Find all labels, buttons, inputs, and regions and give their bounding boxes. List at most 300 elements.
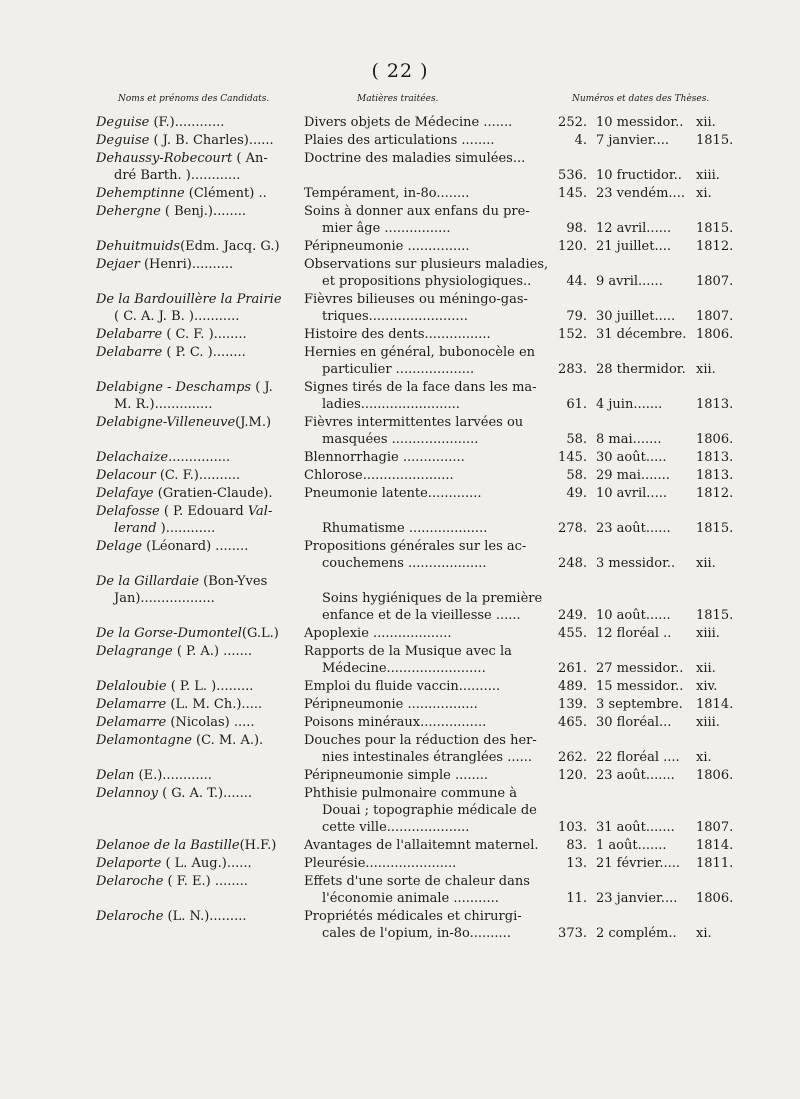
thesis-subject-line: Chlorose...................... [304,468,454,483]
table-row [0,503,800,538]
thesis-date: 10 fructidor.. [596,168,682,183]
candidate-surname: Deguise [96,115,150,130]
thesis-date: 30 floréal... [596,715,672,730]
candidate-given-names: ( F. E.) ........ [163,874,248,889]
thesis-year: 1813. [696,397,734,412]
candidate-name [96,114,296,131]
thesis-subject [304,203,550,237]
thesis-number: 465. [558,715,587,730]
thesis-subject-line: cette ville.................... [322,820,470,835]
candidate-given-names: (Léonard) ........ [142,539,249,554]
candidate-surname: Dehuitmuids [96,239,181,254]
candidate-name-line [96,167,296,184]
candidate-name-line [96,203,296,220]
thesis-date: 28 thermidor. [596,362,686,377]
thesis-number: 58. [566,432,587,447]
thesis-subject-line: Hernies en général, bubonocèle en [304,345,536,360]
thesis-number: 283. [558,362,587,377]
thesis-subject-line: couchemens ................... [322,556,487,571]
thesis-number: 61. [566,397,587,412]
table-row [0,238,800,256]
table-row [0,767,800,785]
thesis-subject [304,678,550,695]
thesis-number: 103. [558,820,587,835]
thesis-subject-line: Douai ; topographie médicale de [322,803,537,818]
table-row [0,203,800,238]
candidate-given-names: ( P. A.) ....... [172,644,253,659]
table-row [0,643,800,678]
candidate-name-line [96,908,296,925]
candidate-name-line [96,238,296,255]
table-row [0,625,800,643]
thesis-date: 22 floréal .... [596,750,680,765]
table-row [0,414,800,449]
candidate-name [96,503,296,537]
thesis-number: 49. [566,486,587,501]
thesis-number: 98. [566,221,587,236]
candidate-name-line [96,678,296,695]
thesis-year: 1815. [696,221,734,236]
thesis-subject [304,538,550,572]
candidate-surname: Delabarre [96,327,163,342]
table-row [0,908,800,943]
thesis-subject-line: Tempérament, in-8o........ [304,186,470,201]
candidate-given-names: ( J. B. Charles)...... [149,133,274,148]
candidate-surname: De la Gillardaie [96,574,200,589]
candidate-surname: Delaroche [96,874,164,889]
thesis-date: 10 avril..... [596,486,667,501]
thesis-subject [304,485,550,502]
thesis-subject [304,643,550,677]
thesis-date: 23 août....... [596,768,675,783]
candidate-name [96,767,296,784]
thesis-number: 145. [558,450,587,465]
candidate-surname: Delamarre [96,715,167,730]
candidate-given-names: (L. N.)......... [163,909,247,924]
thesis-date: 21 février..... [596,856,681,871]
candidate-given-names: (Bon-Yves [199,574,268,589]
candidate-name-line [96,503,296,520]
thesis-date: 10 août...... [596,608,671,623]
thesis-subject-line: Signes tirés de la face dans les ma- [304,380,537,395]
thesis-subject [304,256,550,290]
thesis-date: 9 avril...... [596,274,663,289]
candidate-surname: Delabigne - Deschamps [96,380,252,395]
candidate-given-names: (F.)............ [149,115,225,130]
candidate-name-line [96,379,296,396]
thesis-subject [304,467,550,484]
table-row [0,344,800,379]
candidate-given-names: (G.L.) [241,626,279,641]
thesis-subject-line: Propriétés médicales et chirurgi- [304,909,522,924]
candidate-surname: Deguise [96,133,150,148]
candidate-surname: Dehergne [96,204,161,219]
thesis-number: 139. [558,697,587,712]
candidate-name [96,837,296,854]
thesis-year: xii. [696,362,716,377]
thesis-subject-line: Emploi du fluide vaccin.......... [304,679,501,694]
thesis-year: 1813. [696,450,734,465]
candidate-name [96,203,296,220]
candidate-name-line [96,590,296,607]
candidate-name-line [96,132,296,149]
candidate-name-line [96,414,296,431]
candidate-name [96,150,296,184]
thesis-date: 23 janvier.... [596,891,678,906]
table-row [0,678,800,696]
thesis-number: 83. [566,838,587,853]
thesis-date: 23 vendém.... [596,186,685,201]
candidate-name [96,467,296,484]
thesis-subject-line: et propositions physiologiques.. [322,274,532,289]
entries-table [0,114,800,943]
header-subjects: Matières traitées. [357,94,439,104]
candidate-surname: Dehemptinne [96,186,185,201]
thesis-subject [304,714,550,731]
candidate-given-names: (L. M. Ch.)..... [166,697,263,712]
candidate-name [96,485,296,502]
table-row [0,714,800,732]
thesis-date: 27 messidor.. [596,661,684,676]
candidate-surname: Delabarre [96,345,163,360]
thesis-subject [304,150,550,167]
thesis-date: 7 janvier.... [596,133,670,148]
candidate-given-names: (Edm. Jacq. G.) [180,239,280,254]
thesis-year: 1812. [696,486,734,501]
thesis-date: 29 mai....... [596,468,670,483]
table-row [0,855,800,873]
thesis-subject [304,873,550,907]
thesis-subject-line: Rhumatisme ................... [322,521,488,536]
header-names: Noms et prénoms des Candidats. [118,94,270,104]
thesis-subject-line: ladies........................ [322,397,460,412]
candidate-name-line [96,714,296,731]
thesis-year: xiii. [696,626,720,641]
thesis-subject-line: Plaies des articulations ........ [304,133,495,148]
thesis-subject-line: Péripneumonie ................. [304,697,478,712]
thesis-year: 1811. [696,856,734,871]
thesis-number: 11. [566,891,587,906]
thesis-year: xi. [696,750,712,765]
candidate-given-names: (C. M. A.). [191,733,264,748]
candidate-given-names: ( G. A. T.)....... [157,786,253,801]
candidate-name-line [96,785,296,802]
candidate-name [96,732,296,749]
thesis-year: 1806. [696,768,734,783]
candidate-name-line [96,449,296,466]
thesis-date: 1 août....... [596,838,667,853]
candidate-name [96,573,296,607]
thesis-year: 1807. [696,274,734,289]
thesis-subject [304,503,550,537]
candidate-surname: Delamarre [96,697,167,712]
candidate-surname: Dehaussy-Robecourt [96,151,233,166]
candidate-given-names: ( L. Aug.)...... [161,856,252,871]
thesis-subject-line: Divers objets de Médecine ....... [304,115,513,130]
table-row [0,837,800,855]
candidate-given-names: Jan).................. [114,591,215,606]
candidate-surname: Delacour [96,468,156,483]
candidate-surname: Delanoe de la Bastille [96,838,240,853]
thesis-subject [304,414,550,448]
thesis-subject-line: Fièvres bilieuses ou méningo-gas- [304,292,528,307]
thesis-subject [304,132,550,149]
thesis-year: 1815. [696,521,734,536]
thesis-number: 278. [558,521,587,536]
thesis-subject [304,696,550,713]
candidate-surname: Delafaye [96,486,154,501]
table-row [0,873,800,908]
candidate-surname: Val- [247,504,273,519]
candidate-surname: Delan [96,768,135,783]
thesis-year: 1806. [696,327,734,342]
candidate-name-line [96,520,296,537]
candidate-name-line [96,467,296,484]
thesis-subject-line: Fièvres intermittentes larvées ou [304,415,524,430]
thesis-date: 30 août..... [596,450,667,465]
candidate-given-names: ( P. C. )........ [162,345,246,360]
candidate-given-names: ( C. A. J. B. )........... [114,309,240,324]
thesis-subject-line: Avantages de l'allaitemnt maternel. [304,838,539,853]
thesis-date: 15 messidor.. [596,679,684,694]
thesis-number: 489. [558,679,587,694]
candidate-name-line [96,185,296,202]
candidate-given-names: ( An- [232,151,268,166]
table-row [0,485,800,503]
thesis-subject [304,837,550,854]
candidate-name-line [96,573,296,590]
candidate-name [96,538,296,555]
candidate-name-line [96,114,296,131]
thesis-number: 152. [558,327,587,342]
thesis-subject [304,291,550,325]
candidate-given-names: ( C. F. )........ [162,327,247,342]
thesis-year: 1814. [696,838,734,853]
candidate-name-line [96,855,296,872]
thesis-subject-line [304,573,550,590]
candidate-given-names: ( Benj.)........ [160,204,247,219]
thesis-subject-line: Doctrine des maladies simulées... [304,151,526,166]
candidate-given-names: (Henri).......... [139,257,234,272]
thesis-year: xii. [696,115,716,130]
table-row [0,538,800,573]
candidate-surname: Dejaer [96,257,140,272]
candidate-name [96,449,296,466]
candidate-name [96,873,296,890]
candidate-name [96,238,296,255]
candidate-given-names: (E.)............ [134,768,212,783]
candidate-name [96,414,296,431]
candidate-name-line [96,256,296,273]
candidate-name-line [96,643,296,660]
candidate-name-line [96,344,296,361]
candidate-given-names: (Gratien-Claude). [153,486,273,501]
candidate-name [96,785,296,802]
thesis-subject-line: mier âge ................ [322,221,451,236]
thesis-subject-line: Médecine........................ [322,661,486,676]
thesis-subject-line: Douches pour la réduction des her- [304,733,537,748]
table-row [0,785,800,837]
thesis-year: 1815. [696,133,734,148]
table-row [0,449,800,467]
candidate-surname: De la Gorse-Dumontel [96,626,242,641]
candidate-surname: Delafosse [96,504,160,519]
candidate-name [96,185,296,202]
candidate-surname: lerand [114,521,157,536]
thesis-date: 12 floréal .. [596,626,672,641]
thesis-subject-line: Observations sur plusieurs maladies, [304,257,549,272]
thesis-number: 120. [558,768,587,783]
table-row [0,291,800,326]
thesis-year: xiii. [696,715,720,730]
thesis-year: xii. [696,661,716,676]
candidate-name-line [96,873,296,890]
candidate-name-line [96,396,296,413]
table-row [0,696,800,714]
thesis-subject [304,344,550,378]
thesis-subject [304,855,550,872]
candidate-name-line [96,308,296,325]
candidate-name [96,908,296,925]
candidate-surname: Delagrange [96,644,173,659]
table-row [0,256,800,291]
candidate-given-names: (Clément) .. [184,186,267,201]
thesis-number: 58. [566,468,587,483]
candidate-surname: Delage [96,539,143,554]
candidate-name [96,344,296,361]
thesis-year: 1812. [696,239,734,254]
candidate-name-line [96,696,296,713]
thesis-subject [304,379,550,413]
candidate-name-line [96,625,296,642]
thesis-number: 252. [558,115,587,130]
thesis-date: 21 juillet.... [596,239,671,254]
thesis-year: 1813. [696,468,734,483]
candidate-given-names: (J.M.) [235,415,272,430]
thesis-year: 1806. [696,432,734,447]
candidate-name [96,256,296,273]
thesis-subject-line: Soins hygiéniques de la première [322,591,543,606]
thesis-subject-line: masquées ..................... [322,432,479,447]
table-row [0,379,800,414]
candidate-given-names: ( P. L. )......... [166,679,254,694]
thesis-date: 2 complém.. [596,926,677,941]
thesis-year: 1814. [696,697,734,712]
candidate-name [96,714,296,731]
thesis-subject-line: triques........................ [322,309,468,324]
thesis-date: 8 mai....... [596,432,662,447]
thesis-year: 1806. [696,891,734,906]
thesis-subject-line: nies intestinales étranglées ...... [322,750,533,765]
thesis-subject-line: Effets d'une sorte de chaleur dans [304,874,530,889]
candidate-name-line [96,538,296,555]
candidate-name-line [96,485,296,502]
candidate-name [96,696,296,713]
candidate-surname: Delannoy [96,786,158,801]
thesis-year: 1807. [696,820,734,835]
candidate-surname: De la Bardouillère la Prairie [96,292,282,307]
thesis-subject-line: l'économie animale ........... [322,891,499,906]
thesis-date: 31 décembre. [596,327,686,342]
thesis-subject [304,449,550,466]
candidate-name-line [96,837,296,854]
thesis-subject-line: Pneumonie latente............. [304,486,482,501]
thesis-date: 31 août....... [596,820,675,835]
thesis-number: 455. [558,626,587,641]
thesis-year: xiii. [696,168,720,183]
thesis-subject [304,908,550,942]
thesis-subject [304,625,550,642]
thesis-subject [304,785,550,836]
thesis-subject [304,185,550,202]
candidate-given-names: (Nicolas) ..... [166,715,255,730]
thesis-number: 248. [558,556,587,571]
thesis-number: 120. [558,239,587,254]
thesis-number: 261. [558,661,587,676]
thesis-subject-line: Propositions générales sur les ac- [304,539,527,554]
header-numbers-dates: Numéros et dates des Thèses. [572,94,710,104]
thesis-subject-line: Blennorrhagie ............... [304,450,465,465]
table-row [0,573,800,625]
candidate-name [96,291,296,325]
thesis-subject [304,767,550,784]
thesis-date: 3 septembre. [596,697,683,712]
thesis-year: xi. [696,926,712,941]
thesis-subject-line: Apoplexie ................... [304,626,452,641]
thesis-number: 262. [558,750,587,765]
thesis-subject [304,114,550,131]
thesis-number: 13. [566,856,587,871]
thesis-number: 373. [558,926,587,941]
candidate-name-line [96,326,296,343]
thesis-subject-line: cales de l'opium, in-8o.......... [322,926,511,941]
thesis-subject-line: Péripneumonie ............... [304,239,470,254]
candidate-name [96,132,296,149]
thesis-year: xii. [696,556,716,571]
thesis-subject-line: Poisons minéraux................ [304,715,487,730]
thesis-year: xi. [696,186,712,201]
thesis-date: 30 juillet..... [596,309,676,324]
thesis-subject-line: particulier ................... [322,362,475,377]
thesis-number: 79. [566,309,587,324]
candidate-name [96,625,296,642]
candidate-surname: Delaporte [96,856,162,871]
candidate-name [96,643,296,660]
candidate-given-names: (H.F.) [239,838,277,853]
candidate-surname: Delamontagne [96,733,192,748]
thesis-subject-line [304,503,550,520]
candidate-surname: Delabigne-Villeneuve [96,415,236,430]
thesis-subject-line: Histoire des dents................ [304,327,491,342]
thesis-subject-line: Rapports de la Musique avec la [304,644,512,659]
candidate-given-names: ( J. [251,380,273,395]
thesis-number: 4. [574,133,587,148]
thesis-number: 44. [566,274,587,289]
thesis-subject [304,573,550,624]
candidate-surname: Delachaize [96,450,169,465]
thesis-year: 1807. [696,309,734,324]
thesis-subject-line: enfance et de la vieillesse ...... [322,608,521,623]
candidate-name [96,855,296,872]
table-row [0,150,800,185]
table-row [0,132,800,150]
thesis-number: 145. [558,186,587,201]
candidate-surname: Delaroche [96,909,164,924]
thesis-date: 4 juin....... [596,397,663,412]
candidate-surname: Delaloubie [96,679,167,694]
candidate-name-line [96,150,296,167]
table-row [0,185,800,203]
